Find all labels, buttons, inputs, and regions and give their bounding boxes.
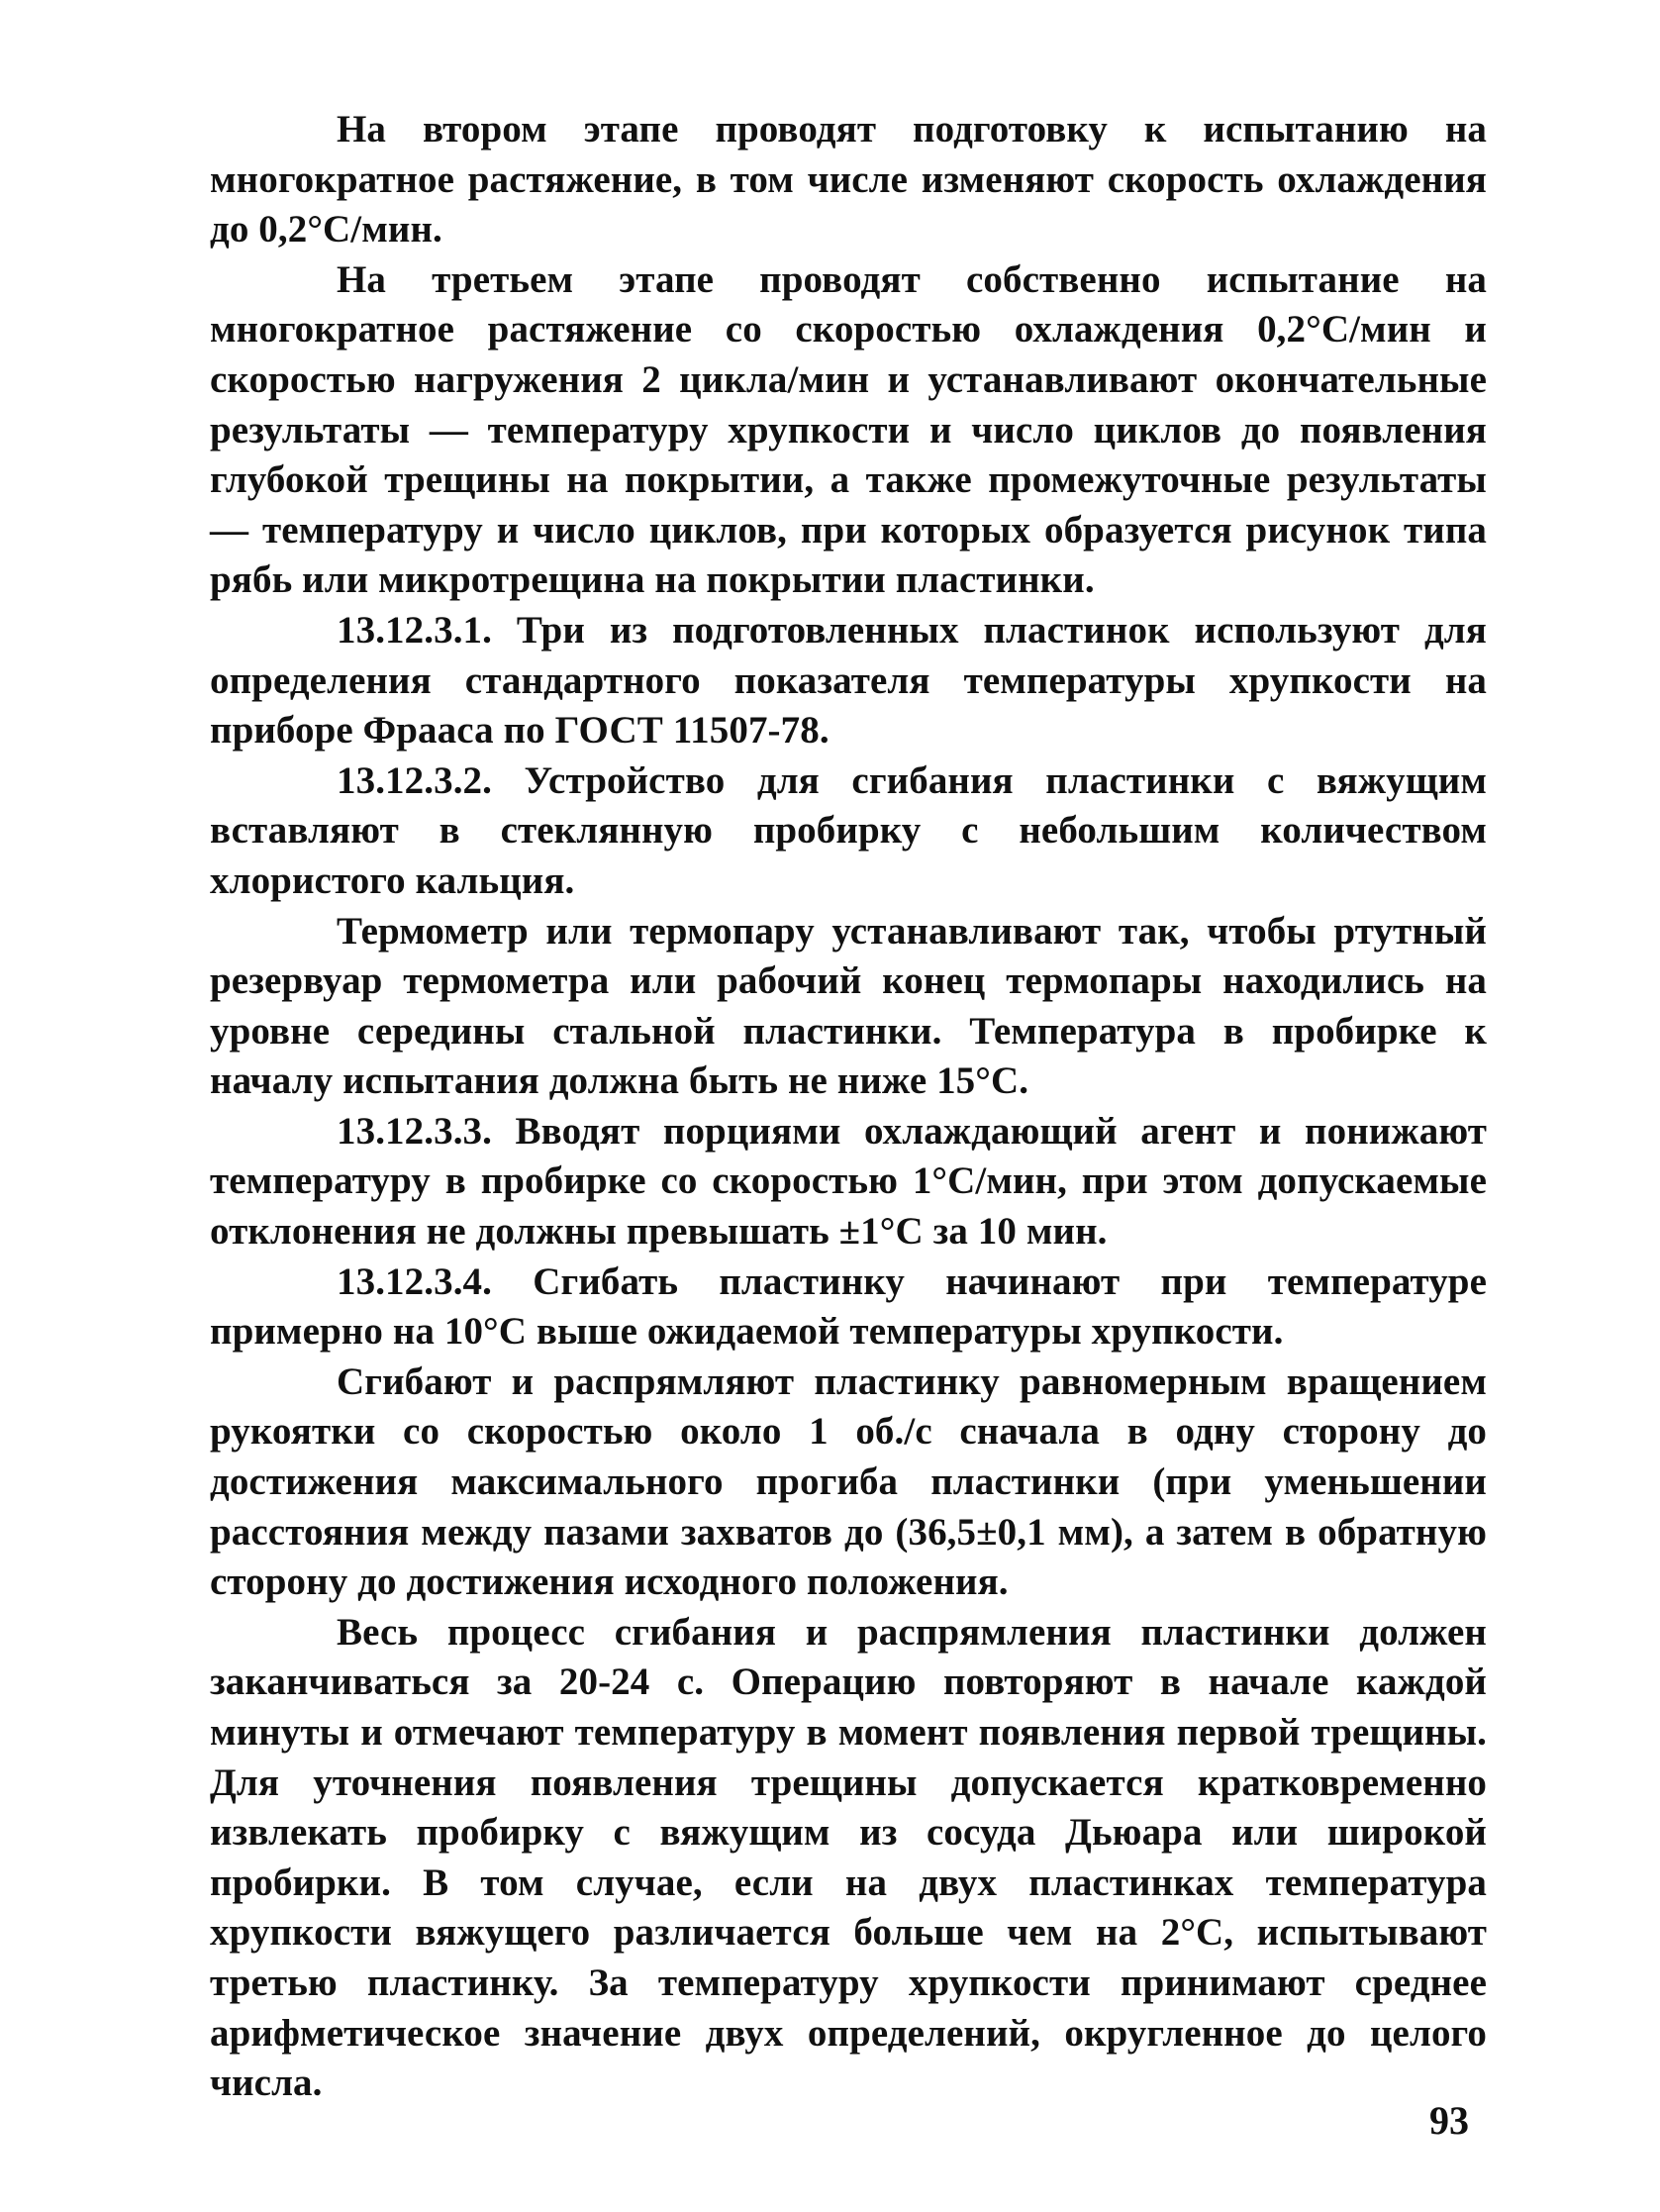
page-number: 93 (1429, 2098, 1469, 2143)
paragraph-13-12-3-4: 13.12.3.4. Сгибать пластинку начинают при температуре примерно на 10°С выше ожидаемой температуры хрупкости. (210, 1259, 1487, 1354)
paragraph-13-12-3-2: 13.12.3.2. Устройство для сгибания пластинки с вяжущим вставляют в стеклянную пробирку с небольшим количеством хлористого кальция. (210, 758, 1487, 902)
paragraph-process: Весь процесс сгибания и распрямления пластинки должен заканчиваться за 20-24 с. Операцию повторяют в начале каждой минуты и отмечают температуру в момент появления первой трещины. Для уточнения появления трещины допускается кратковременно извлекать пробирку с вяжущим из сосуда Дьюара или широкой пробирки. В том случае, если на двух пластинках температура хрупкости вяжущего различается больше чем на 2°С, испытывают третью пластинку. За температуру хрупкости принимают среднее арифметическое значение двух определений, округленное до целого числа. (210, 1610, 1487, 2105)
paragraph-thermometer: Термометр или термопару устанавливают так, чтобы ртутный резервуар термометра или рабочий конец термопары находились на уровне середины стальной пластинки. Температура в пробирке к началу испытания должна быть не ниже 15°С. (210, 909, 1487, 1103)
body-text (210, 105, 1487, 2109)
paragraph-13-12-3-3: 13.12.3.3. Вводят порциями охлаждающий агент и понижают температуру в пробирке со скоростью 1°С/мин, при этом допускаемые отклонения не должны превышать ±1°С за 10 мин. (210, 1109, 1487, 1254)
paragraph-13-12-3-1: 13.12.3.1. Три из подготовленных пластинок используют для определения стандартного показателя температуры хрупкости на приборе Фрааса по ГОСТ 11507-78. (210, 608, 1487, 753)
paragraph-stage-three: На третьем этапе проводят собственно испытание на многократное растяжение со скоростью охлаждения 0,2°С/мин и скоростью нагружения 2 цикла/мин и устанавливают окончательные результаты — температуру хрупкости и число циклов до появления глубокой трещины на покрытии, а также промежуточные результаты — температуру и число циклов, при которых образуется рисунок типа рябь или микротрещина на покрытии пластинки. (210, 257, 1487, 602)
paragraph-bending: Сгибают и распрямляют пластинку равномерным вращением рукоятки со скоростью около 1 об./с сначала в одну сторону до достижения максимального прогиба пластинки (при уменьшении расстояния между пазами захватов до (36,5±0,1 мм), а затем в обратную сторону до достижения исходного положения. (210, 1359, 1487, 1604)
paragraph-stage-two: На втором этапе проводят подготовку к испытанию на многократное растяжение, в том числе изменяют скорость охлаждения до 0,2°С/мин. (210, 108, 1487, 251)
